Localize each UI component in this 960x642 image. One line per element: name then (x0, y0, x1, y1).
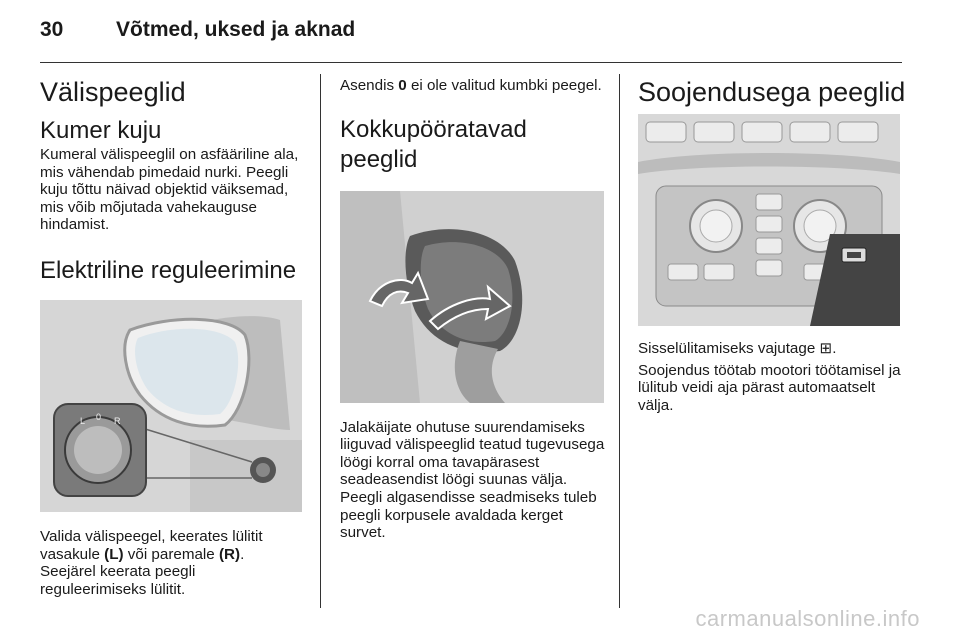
paragraph-kokkupooratavad: Jalakäijate ohutuse suurendamiseks liiguvad välispeeglid teatud tugevusega löögi korral oma tavapärasest seadeasendist löögi suunas välja. Peegli algasendisse seadmiseks tuleb peegli korpusele avaldada kerget survet. (340, 418, 605, 542)
label-left: (L) (104, 545, 124, 563)
folding-mirror-figure (340, 191, 604, 403)
column-3 (638, 74, 906, 414)
column-divider-1 (320, 74, 321, 608)
section-title-elektriline: Elektriline reguleerimine (40, 256, 297, 284)
page-header (40, 18, 355, 44)
heated-mirror-figure (638, 114, 900, 326)
label-zero: 0 (398, 77, 407, 94)
page-number: 30 (40, 18, 64, 41)
section-title-valispeeglid: Välispeeglid (40, 77, 186, 107)
label-right: (R) (218, 545, 241, 563)
paragraph-asendis: Asendis 0 ei ole valitud kumbki peegel. (340, 77, 602, 94)
header-rule (40, 62, 902, 63)
column-divider-2 (619, 74, 620, 608)
mirror-adjust-figure (40, 300, 302, 512)
svg-text:L: L (80, 415, 86, 426)
column-2 (340, 74, 606, 542)
chapter-title: Võtmed, uksed ja aknad (116, 18, 356, 41)
paragraph-kumer-kuju: Kumeral välispeeglil on asfääriline ala, mis vähendab pimedaid nurki. Peegli kuju tõttu näivad objektid väiksemad, mis võib mõjutada vahekauguse hindamist. (40, 146, 299, 234)
section-title-soojendusega: Soojendusega peeglid (638, 77, 906, 107)
column-1 (40, 74, 304, 598)
heated-mirror-icon: ⊞ (819, 340, 833, 357)
paragraph-soojendus: Soojendus töötab mootori töötamisel ja lülitub veidi aja pärast automaatselt välja. (638, 361, 901, 414)
svg-text:R: R (114, 415, 121, 426)
watermark: carmanualsonline.info (695, 606, 920, 631)
paragraph-sisselulitamiseks: Sisselülitamiseks vajutage ⊞. (638, 340, 837, 357)
subsection-title-kumer-kuju: Kumer kuju (40, 117, 162, 144)
paragraph-elektriline: Valida välispeegel, keerates lülitit vasakule (L) või paremale (R). Seejärel keerata peegli reguleerimiseks lülitit. (40, 527, 263, 598)
section-title-kokkupooratavad: Kokkupööratavad peeglid (340, 115, 527, 173)
svg-text:0: 0 (96, 411, 102, 422)
